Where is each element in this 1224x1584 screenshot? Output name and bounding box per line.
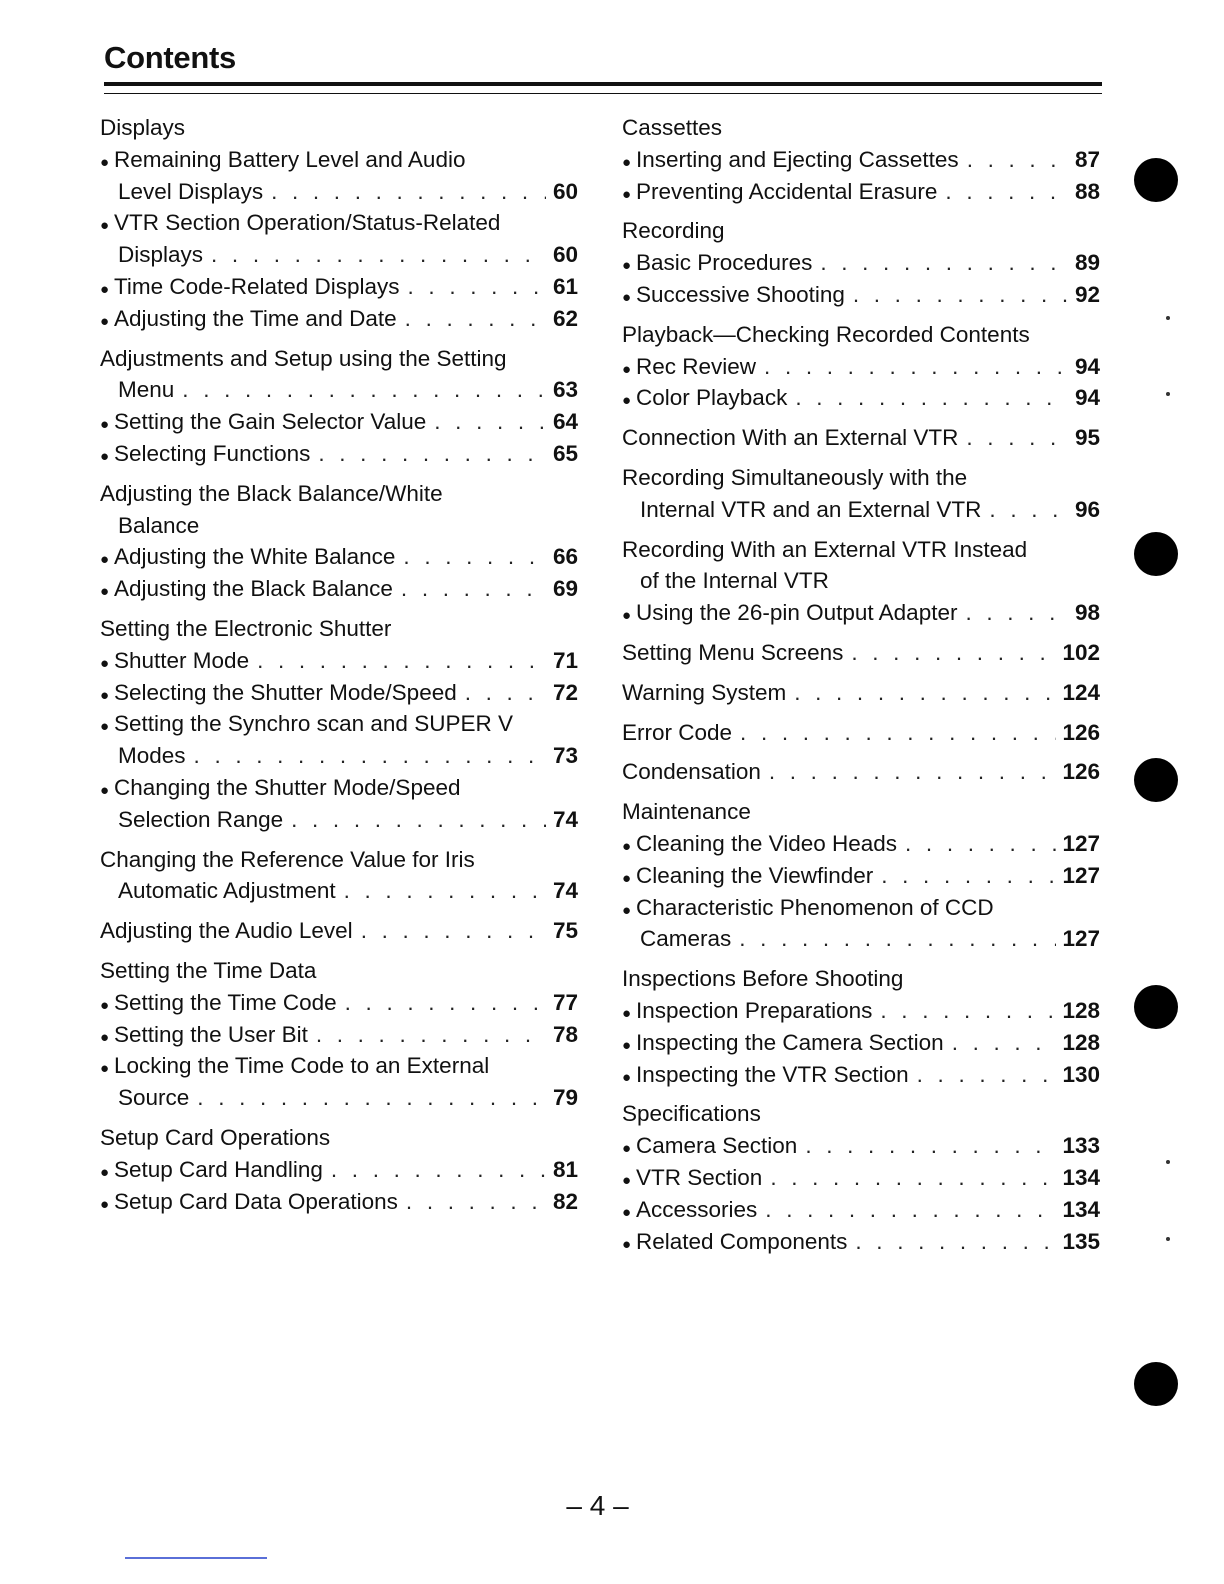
- entry-text: Source: [118, 1085, 190, 1111]
- entry-text: Setup Card Data Operations: [114, 1188, 398, 1214]
- footer-line: [125, 1557, 267, 1559]
- page-ref: 78: [552, 1021, 578, 1047]
- bullet-icon: ●: [100, 1195, 110, 1213]
- toc-section-heading: [100, 844, 578, 876]
- dot-leader: [465, 677, 546, 709]
- scan-speck: [1166, 1237, 1170, 1241]
- page-ref: 127: [1062, 830, 1100, 856]
- section-heading-text: Internal VTR and an External VTR: [640, 496, 982, 522]
- bullet-icon: ●: [100, 1028, 110, 1046]
- toc-section: [622, 1098, 1100, 1257]
- section-heading-text: Warning System: [622, 679, 787, 705]
- section-heading-text: Setting the Electronic Shutter: [100, 615, 392, 641]
- bullet-icon: ●: [100, 217, 110, 235]
- dot-leader: [880, 995, 1056, 1027]
- toc-entry: [622, 1162, 1100, 1194]
- page-ref: 64: [552, 409, 578, 435]
- section-heading-text: Specifications: [622, 1101, 761, 1127]
- toc-entry: [622, 176, 1100, 208]
- page-ref: 61: [552, 273, 578, 299]
- dot-leader: [182, 374, 546, 406]
- entry-text: Inserting and Ejecting Cassettes: [636, 146, 959, 172]
- page-ref: 134: [1062, 1164, 1100, 1190]
- toc-entry: [622, 1027, 1100, 1059]
- page-ref: 72: [552, 679, 578, 705]
- dot-leader: [406, 1186, 546, 1218]
- toc-entry: [622, 860, 1100, 892]
- toc-section-heading: [622, 319, 1100, 351]
- dot-leader: [952, 1027, 1057, 1059]
- page-ref: 126: [1062, 759, 1100, 785]
- entry-text: Locking the Time Code to an External: [114, 1053, 490, 1079]
- dot-leader: [945, 176, 1068, 208]
- toc-section: [100, 915, 578, 947]
- toc-section-heading: [622, 112, 1100, 144]
- toc-section-heading: [622, 963, 1100, 995]
- toc-entry: [100, 438, 578, 470]
- bullet-icon: ●: [622, 1171, 632, 1189]
- toc-entry: [622, 279, 1100, 311]
- bullet-icon: ●: [100, 447, 110, 465]
- toc-entry: [100, 645, 578, 677]
- page-ref: 98: [1074, 600, 1100, 626]
- toc-entry: [100, 176, 578, 208]
- entry-text: VTR Section: [636, 1164, 763, 1190]
- page-ref: 88: [1074, 178, 1100, 204]
- entry-text: Inspection Preparations: [636, 997, 873, 1023]
- toc-section-heading: [100, 613, 578, 645]
- bullet-icon: ●: [100, 686, 110, 704]
- entry-text: Basic Procedures: [636, 250, 813, 276]
- bullet-icon: ●: [100, 654, 110, 672]
- bullet-icon: ●: [100, 996, 110, 1014]
- toc-section-heading: [622, 796, 1100, 828]
- section-heading-text: Playback—Checking Recorded Contents: [622, 321, 1030, 347]
- bullet-icon: ●: [622, 392, 632, 410]
- dot-leader: [403, 541, 546, 573]
- page-ref: 81: [552, 1156, 578, 1182]
- toc-section: [622, 717, 1100, 749]
- toc-section-heading: [100, 510, 578, 542]
- scan-speck: [1166, 392, 1170, 396]
- toc-section-heading: [622, 534, 1100, 566]
- page-ref: 89: [1074, 250, 1100, 276]
- toc-entry: [100, 1050, 578, 1082]
- entry-text: Setting the Time Code: [114, 989, 337, 1015]
- binder-hole-mark: [1134, 1362, 1178, 1406]
- bullet-icon: ●: [622, 1203, 632, 1221]
- bullet-icon: ●: [622, 901, 632, 919]
- toc-section-heading: [622, 1098, 1100, 1130]
- section-heading-text: Adjustments and Setup using the Setting: [100, 345, 507, 371]
- toc-section-heading: [622, 637, 1100, 669]
- toc-section-heading: [100, 112, 578, 144]
- dot-leader: [740, 717, 1056, 749]
- dot-leader: [855, 1226, 1056, 1258]
- section-heading-text: Automatic Adjustment: [118, 878, 336, 904]
- section-heading-text: Displays: [100, 115, 186, 140]
- entry-text: Adjusting the White Balance: [114, 544, 396, 570]
- page-ref: 127: [1062, 862, 1100, 888]
- toc-entry: [100, 207, 578, 239]
- entry-text: Preventing Accidental Erasure: [636, 178, 938, 204]
- page-ref: 95: [1074, 425, 1100, 451]
- dot-leader: [795, 382, 1068, 414]
- dot-leader: [345, 987, 546, 1019]
- page-ref: 96: [1074, 496, 1100, 522]
- page-ref: 66: [552, 544, 578, 570]
- section-heading-text: Recording With an External VTR Instead: [622, 536, 1028, 562]
- toc-section: [622, 534, 1100, 629]
- toc-entry: [100, 239, 578, 271]
- bullet-icon: ●: [622, 185, 632, 203]
- toc-section-heading: [622, 462, 1100, 494]
- bullet-icon: ●: [622, 1140, 632, 1158]
- page-ref: 62: [552, 305, 578, 331]
- page-ref: 79: [552, 1085, 578, 1111]
- section-heading-text: Error Code: [622, 719, 733, 745]
- page-ref: 133: [1062, 1133, 1100, 1159]
- toc-entry: [100, 573, 578, 605]
- toc-entry: [622, 1226, 1100, 1258]
- dot-leader: [344, 875, 546, 907]
- toc-section: [100, 478, 578, 605]
- toc-section-heading: [622, 494, 1100, 526]
- entry-text: Shutter Mode: [114, 647, 250, 673]
- toc-entry: [100, 541, 578, 573]
- dot-leader: [966, 422, 1068, 454]
- page-ref: 130: [1062, 1061, 1100, 1087]
- page-ref: 65: [552, 440, 578, 466]
- bullet-icon: ●: [100, 718, 110, 736]
- toc-section-heading: [100, 955, 578, 987]
- bullet-icon: ●: [100, 1163, 110, 1181]
- page-number: – 4 –: [566, 1490, 629, 1521]
- bullet-icon: ●: [622, 360, 632, 378]
- toc-section-heading: [100, 915, 578, 947]
- toc-entry: [622, 382, 1100, 414]
- toc-section-heading: [100, 374, 578, 406]
- toc-section-heading: [100, 875, 578, 907]
- toc-entry: [100, 1019, 578, 1051]
- entry-text: Setting the User Bit: [114, 1021, 308, 1047]
- entry-text: Selecting Functions: [114, 440, 311, 466]
- toc-entry: [622, 892, 1100, 924]
- entry-text: Setting the Gain Selector Value: [114, 409, 427, 435]
- bullet-icon: ●: [100, 416, 110, 434]
- toc-section-heading: [100, 343, 578, 375]
- bullet-icon: ●: [100, 312, 110, 330]
- section-heading-text: Connection With an External VTR: [622, 425, 959, 451]
- entry-text: Selecting the Shutter Mode/Speed: [114, 679, 457, 705]
- page-ref: 92: [1074, 281, 1100, 307]
- toc-entry: [100, 406, 578, 438]
- page-ref: 60: [552, 178, 578, 204]
- dot-leader: [361, 915, 546, 947]
- toc-left-column: [100, 112, 578, 1225]
- toc-entry: [100, 1154, 578, 1186]
- entry-text: Cameras: [640, 926, 732, 952]
- toc-section: [622, 215, 1100, 310]
- toc-section-heading: [100, 1122, 578, 1154]
- toc-entry: [100, 987, 578, 1019]
- dot-leader: [965, 597, 1068, 629]
- dot-leader: [989, 494, 1068, 526]
- dot-leader: [405, 303, 546, 335]
- toc-section-heading: [622, 756, 1100, 788]
- entry-text: Adjusting the Time and Date: [114, 305, 397, 331]
- entry-text: Changing the Shutter Mode/Speed: [114, 774, 461, 800]
- bullet-icon: ●: [100, 583, 110, 601]
- page-ref: 128: [1062, 997, 1100, 1023]
- entry-text: Successive Shooting: [636, 281, 845, 307]
- bullet-icon: ●: [622, 1235, 632, 1253]
- entry-text: Setup Card Handling: [114, 1156, 323, 1182]
- toc-section-heading: [100, 478, 578, 510]
- bullet-icon: ●: [622, 1036, 632, 1054]
- toc-section: [622, 462, 1100, 526]
- page-ref: 134: [1062, 1196, 1100, 1222]
- bullet-icon: ●: [622, 837, 632, 855]
- toc-entry: [100, 303, 578, 335]
- title-rule-thick: [104, 82, 1102, 86]
- section-heading-text: Balance: [118, 512, 200, 538]
- binder-hole-mark: [1134, 758, 1178, 802]
- toc-section: [100, 343, 578, 470]
- entry-text: Camera Section: [636, 1133, 798, 1159]
- toc-section: [622, 677, 1100, 709]
- page-ref: 77: [552, 989, 578, 1015]
- toc-section: [100, 844, 578, 908]
- dot-leader: [967, 144, 1068, 176]
- bullet-icon: ●: [622, 153, 632, 171]
- dot-leader: [318, 438, 546, 470]
- dot-leader: [769, 756, 1057, 788]
- page-ref: 63: [552, 377, 578, 403]
- section-heading-text: Setting the Time Data: [100, 957, 317, 983]
- toc-entry: [100, 1082, 578, 1114]
- bullet-icon: ●: [622, 869, 632, 887]
- dot-leader: [401, 573, 546, 605]
- dot-leader: [853, 279, 1068, 311]
- page-ref: 74: [552, 878, 578, 904]
- dot-leader: [197, 1082, 546, 1114]
- section-heading-text: Setting Menu Screens: [622, 639, 844, 665]
- toc-entry: [100, 271, 578, 303]
- toc-section: [622, 756, 1100, 788]
- toc-entry: [622, 1130, 1100, 1162]
- dot-leader: [194, 740, 546, 772]
- toc-entry: [100, 144, 578, 176]
- toc-entry: [622, 144, 1100, 176]
- dot-leader: [764, 351, 1068, 383]
- binder-hole-mark: [1134, 532, 1178, 576]
- dot-leader: [271, 176, 546, 208]
- section-heading-text: Recording: [622, 218, 725, 244]
- toc-section: [100, 955, 578, 1114]
- toc-entry: [100, 772, 578, 804]
- page-ref: 74: [552, 806, 578, 832]
- section-heading-text: Setup Card Operations: [100, 1124, 331, 1150]
- entry-text: Time Code-Related Displays: [114, 273, 400, 299]
- toc-entry: [622, 351, 1100, 383]
- page-ref: 102: [1062, 639, 1100, 665]
- page-ref: 82: [552, 1188, 578, 1214]
- entry-text: Remaining Battery Level and Audio: [114, 146, 466, 172]
- dot-leader: [881, 860, 1056, 892]
- section-heading-text: Adjusting the Audio Level: [100, 918, 353, 944]
- entry-text: Accessories: [636, 1196, 758, 1222]
- dot-leader: [820, 247, 1068, 279]
- section-heading-text: Recording Simultaneously with the: [622, 464, 968, 490]
- page-ref: 135: [1062, 1228, 1100, 1254]
- dot-leader: [739, 923, 1056, 955]
- page-ref: 69: [552, 576, 578, 602]
- entry-text: Adjusting the Black Balance: [114, 576, 393, 602]
- bullet-icon: ●: [100, 280, 110, 298]
- toc-section-heading: [622, 565, 1100, 597]
- dot-leader: [434, 406, 546, 438]
- page-ref: 87: [1074, 146, 1100, 172]
- bullet-icon: ●: [100, 153, 110, 171]
- page-ref: 94: [1074, 353, 1100, 379]
- entry-text: Level Displays: [118, 178, 264, 204]
- page-ref: 126: [1062, 719, 1100, 745]
- toc-section: [622, 796, 1100, 955]
- toc-entry: [100, 708, 578, 740]
- page-ref: 124: [1062, 679, 1100, 705]
- scan-speck: [1166, 1160, 1170, 1164]
- bullet-icon: ●: [622, 1068, 632, 1086]
- toc-right-column: [622, 112, 1100, 1265]
- toc-entry: [622, 923, 1100, 955]
- entry-text: Displays: [118, 242, 204, 268]
- toc-entry: [622, 1059, 1100, 1091]
- entry-text: Using the 26-pin Output Adapter: [636, 600, 958, 626]
- entry-text: Related Components: [636, 1228, 848, 1254]
- entry-text: Color Playback: [636, 385, 788, 411]
- dot-leader: [765, 1194, 1056, 1226]
- entry-text: Characteristic Phenomenon of CCD: [636, 894, 994, 920]
- dot-leader: [805, 1130, 1056, 1162]
- toc-entry: [622, 597, 1100, 629]
- page-ref: 73: [552, 743, 578, 769]
- page-ref: 75: [552, 918, 578, 944]
- toc-entry: [622, 828, 1100, 860]
- toc-section-heading: [622, 717, 1100, 749]
- entry-text: Setting the Synchro scan and SUPER V: [114, 711, 513, 737]
- binder-hole-mark: [1134, 985, 1178, 1029]
- toc-section: [622, 422, 1100, 454]
- dot-leader: [851, 637, 1056, 669]
- bullet-icon: ●: [100, 551, 110, 569]
- entry-text: Selection Range: [118, 806, 284, 832]
- bullet-icon: ●: [622, 257, 632, 275]
- toc-section-heading: [622, 677, 1100, 709]
- entry-text: Modes: [118, 743, 186, 769]
- binder-hole-mark: [1134, 158, 1178, 202]
- dot-leader: [257, 645, 546, 677]
- bullet-icon: ●: [622, 288, 632, 306]
- dot-leader: [917, 1059, 1057, 1091]
- section-heading-text: Changing the Reference Value for Iris: [100, 846, 475, 872]
- entry-text: Inspecting the VTR Section: [636, 1061, 909, 1087]
- entry-text: Cleaning the Viewfinder: [636, 862, 874, 888]
- dot-leader: [770, 1162, 1056, 1194]
- toc-entry: [100, 1186, 578, 1218]
- section-heading-text: Inspections Before Shooting: [622, 966, 904, 992]
- bullet-icon: ●: [622, 607, 632, 625]
- section-heading-text: Cassettes: [622, 115, 723, 140]
- bullet-icon: ●: [100, 781, 110, 799]
- page-ref: 60: [552, 242, 578, 268]
- toc-entry: [100, 677, 578, 709]
- toc-entry: [100, 804, 578, 836]
- entry-text: Inspecting the Camera Section: [636, 1029, 944, 1055]
- section-heading-text: of the Internal VTR: [640, 568, 829, 594]
- page-title: Contents: [104, 40, 236, 75]
- section-heading-text: Menu: [118, 377, 175, 403]
- entry-text: Rec Review: [636, 353, 757, 379]
- toc-entry: [100, 740, 578, 772]
- dot-leader: [291, 804, 546, 836]
- toc-section: [100, 112, 578, 335]
- toc-section-heading: [622, 215, 1100, 247]
- dot-leader: [316, 1019, 546, 1051]
- section-heading-text: Condensation: [622, 759, 761, 785]
- dot-leader: [331, 1154, 546, 1186]
- toc-section-heading: [622, 422, 1100, 454]
- page-ref: 127: [1062, 926, 1100, 952]
- dot-leader: [905, 828, 1056, 860]
- toc-entry: [622, 247, 1100, 279]
- toc-section: [622, 112, 1100, 207]
- section-heading-text: Maintenance: [622, 799, 751, 825]
- toc-section: [622, 637, 1100, 669]
- entry-text: VTR Section Operation/Status-Related: [114, 210, 501, 236]
- toc-section: [622, 319, 1100, 414]
- dot-leader: [794, 677, 1056, 709]
- toc-section: [622, 963, 1100, 1090]
- page-ref: 71: [552, 647, 578, 673]
- dot-leader: [408, 271, 546, 303]
- section-heading-text: Adjusting the Black Balance/White: [100, 480, 443, 506]
- page-ref: 128: [1062, 1029, 1100, 1055]
- toc-section: [100, 1122, 578, 1217]
- bullet-icon: ●: [100, 1060, 110, 1078]
- toc-entry: [622, 995, 1100, 1027]
- scan-speck: [1166, 316, 1170, 320]
- entry-text: Cleaning the Video Heads: [636, 830, 898, 856]
- toc-section: [100, 613, 578, 836]
- page-ref: 94: [1074, 385, 1100, 411]
- title-rule-thin: [104, 93, 1102, 94]
- bullet-icon: ●: [622, 1004, 632, 1022]
- toc-entry: [622, 1194, 1100, 1226]
- dot-leader: [211, 239, 546, 271]
